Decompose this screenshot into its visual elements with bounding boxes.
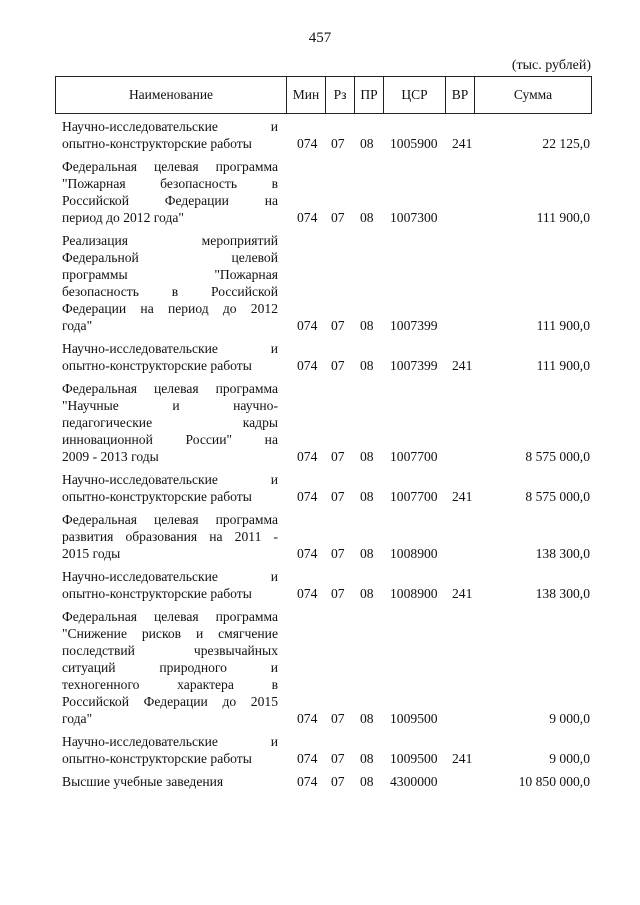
row-vr: 241: [452, 751, 473, 766]
row-name-line: опытно-конструкторские работы: [62, 136, 252, 151]
row-vr: 241: [452, 489, 473, 504]
row-name: [62, 232, 278, 334]
row-csr: 1009500: [390, 711, 438, 726]
row-sum: 9 000,0: [549, 711, 590, 726]
row-csr: 1009500: [390, 751, 438, 766]
row-min: 074: [297, 751, 318, 766]
row-sum: 111 900,0: [536, 318, 590, 333]
row-name: [62, 118, 278, 152]
row-rz: 07: [331, 751, 345, 766]
row-name-line: Федеральная целевая программа: [62, 159, 278, 174]
row-rz: 07: [331, 489, 345, 504]
row-name-line: опытно-конструкторские работы: [62, 489, 252, 504]
row-name-line: 2009 - 2013 годы: [62, 449, 159, 464]
row-name-line: последствий чрезвычайных: [62, 643, 278, 658]
row-rz: 07: [331, 546, 345, 561]
row-name-line: опытно-конструкторские работы: [62, 358, 252, 373]
row-min: 074: [297, 210, 318, 225]
row-name-line: опытно-конструкторские работы: [62, 751, 252, 766]
row-name-line: Научно-исследовательские и: [62, 341, 278, 356]
row-pr: 08: [360, 136, 374, 151]
header-csr: ЦСР: [384, 77, 446, 113]
row-rz: 07: [331, 358, 345, 373]
row-min: 074: [297, 318, 318, 333]
row-pr: 08: [360, 546, 374, 561]
row-rz: 07: [331, 210, 345, 225]
row-name-line: Федеральная целевая программа: [62, 512, 278, 527]
row-rz: 07: [331, 449, 345, 464]
row-name-line: года": [62, 318, 93, 333]
row-rz: 07: [331, 586, 345, 601]
header-vr: ВР: [446, 77, 475, 113]
row-name-line: Федерации на период до 2012: [62, 301, 278, 316]
header-min: Мин: [287, 77, 326, 113]
row-pr: 08: [360, 711, 374, 726]
row-sum: 10 850 000,0: [518, 774, 590, 789]
header-rz: Рз: [326, 77, 355, 113]
row-sum: 111 900,0: [536, 210, 590, 225]
row-name-line: инновационной России" на: [62, 432, 278, 447]
row-name-line: "Снижение рисков и смягчение: [62, 626, 278, 641]
row-name-line: Российской Федерации до 2015: [62, 694, 278, 709]
row-sum: 22 125,0: [542, 136, 590, 151]
row-pr: 08: [360, 318, 374, 333]
row-name-line: техногенного характера в: [62, 677, 278, 692]
row-name-line: педагогические кадры: [62, 415, 278, 430]
row-min: 074: [297, 711, 318, 726]
row-min: 074: [297, 774, 318, 789]
row-min: 074: [297, 586, 318, 601]
row-csr: 1008900: [390, 586, 438, 601]
row-min: 074: [297, 546, 318, 561]
row-min: 074: [297, 358, 318, 373]
header-sum: Сумма: [513, 87, 553, 102]
row-rz: 07: [331, 318, 345, 333]
row-pr: 08: [360, 489, 374, 504]
row-name-line: опытно-конструкторские работы: [62, 586, 252, 601]
row-rz: 07: [331, 711, 345, 726]
row-csr: 1007399: [390, 358, 438, 373]
row-csr: 1007700: [390, 489, 438, 504]
row-csr: 1008900: [390, 546, 438, 561]
row-name: [62, 773, 278, 790]
header-pr: ПР: [355, 77, 384, 113]
row-name-line: Федеральной целевой: [62, 250, 278, 265]
row-name-line: Научно-исследовательские и: [62, 569, 278, 584]
row-name-line: Федеральная целевая программа: [62, 381, 278, 396]
page-number: 457: [308, 30, 332, 46]
row-name-line: "Научные и научно-: [62, 398, 278, 413]
row-name: [62, 568, 278, 602]
row-vr: 241: [452, 586, 473, 601]
row-min: 074: [297, 449, 318, 464]
header-name: Наименование: [56, 77, 287, 113]
row-name-line: период до 2012 года": [62, 210, 184, 225]
row-csr: 1007300: [390, 210, 438, 225]
row-name-line: Высшие учебные заведения: [62, 774, 224, 789]
row-sum: 9 000,0: [549, 751, 590, 766]
row-name-line: Научно-исследовательские и: [62, 119, 278, 134]
row-rz: 07: [331, 774, 345, 789]
row-name: [62, 340, 278, 374]
row-pr: 08: [360, 210, 374, 225]
row-pr: 08: [360, 751, 374, 766]
row-csr: 1007700: [390, 449, 438, 464]
row-sum: 138 300,0: [535, 586, 590, 601]
row-pr: 08: [360, 586, 374, 601]
row-pr: 08: [360, 774, 374, 789]
row-sum: 8 575 000,0: [525, 489, 590, 504]
row-name-line: Российской Федерации на: [62, 193, 278, 208]
row-name: [62, 380, 278, 465]
table-header: [55, 76, 592, 114]
row-name-line: Научно-исследовательские и: [62, 472, 278, 487]
row-name: [62, 511, 278, 562]
row-sum: 8 575 000,0: [525, 449, 590, 464]
row-sum: 138 300,0: [535, 546, 590, 561]
row-sum: 111 900,0: [536, 358, 590, 373]
row-name-line: развития образования на 2011 -: [62, 529, 278, 544]
row-pr: 08: [360, 449, 374, 464]
row-vr: 241: [452, 358, 473, 373]
row-name-line: "Пожарная безопасность в: [62, 176, 278, 191]
units-label: (тыс. рублей): [511, 58, 591, 73]
row-csr: 1007399: [390, 318, 438, 333]
row-name-line: года": [62, 711, 93, 726]
row-name-line: ситуаций природного и: [62, 660, 278, 675]
row-min: 074: [297, 489, 318, 504]
row-name-line: программы "Пожарная: [62, 267, 278, 282]
row-name: [62, 471, 278, 505]
row-min: 074: [297, 136, 318, 151]
row-name-line: Научно-исследовательские и: [62, 734, 278, 749]
row-name: [62, 158, 278, 226]
row-csr: 1005900: [390, 136, 438, 151]
row-name-line: безопасность в Российской: [62, 284, 278, 299]
row-name: [62, 733, 278, 767]
row-csr: 4300000: [390, 774, 438, 789]
row-rz: 07: [331, 136, 345, 151]
row-pr: 08: [360, 358, 374, 373]
row-name: [62, 608, 278, 727]
row-name-line: Федеральная целевая программа: [62, 609, 278, 624]
row-name-line: Реализация мероприятий: [62, 233, 278, 248]
row-name-line: 2015 годы: [62, 546, 121, 561]
row-vr: 241: [452, 136, 473, 151]
